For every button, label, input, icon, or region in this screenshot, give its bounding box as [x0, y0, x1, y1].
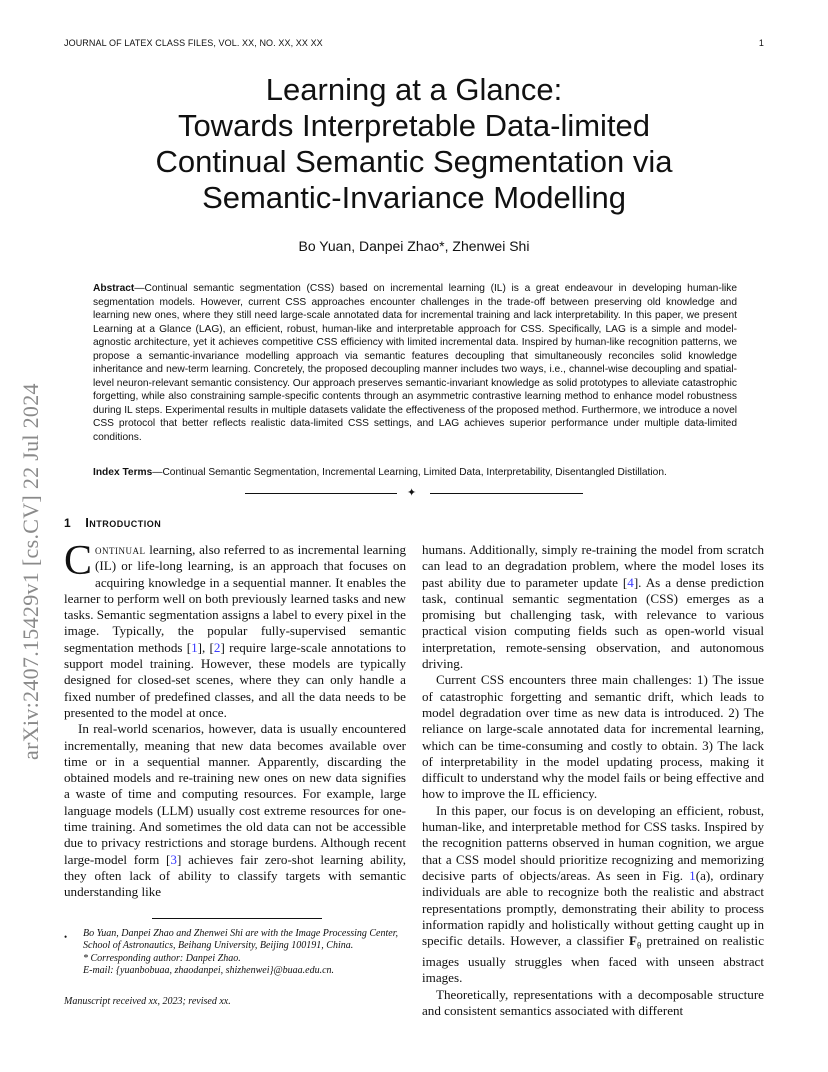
section-heading [64, 515, 161, 530]
figure-link[interactable]: 1 [689, 867, 696, 883]
paragraph-text: ] achieves fair zero-shot learning ability, they often lack of ability to classify targets with semantic understanding like [64, 851, 406, 900]
abstract-text: —Continual semantic segmentation (CSS) based on incremental learning (IL) is a great endeavour in developing human-like segmentation models. However, current CSS approaches encounter challenges in the trade-off between preserving old knowledge and learning new ones, where they still need large-scale annotated data for incremental training and lack interpretability. In this paper, we present Learning at a Glance (LAG), an efficient, robust, human-like and interpretable approach for CSS. Specifically, LAG is a simple and model-agnostic architecture, yet it achieves competitive CSS efficiency with limited incremental data. Inspired by human-like recognition patterns, we propose a semantic-invariance modelling approach via semantic features decoupling that simultaneously reconciles solid knowledge inheritance and new-term learning. Concretely, the proposed decoupling manner includes two ways, i.e., channel-wise decoupling and spatial-level neuron-relevant semantic consistency. Our approach preserves semantic-invariant knowledge as solid prototypes to alleviate catastrophic forgetting, while also constraining sample-specific contents through an asymmetric contrastive learning method to enhance model robustness during IL steps. Experimental results in multiple datasets validate the effectiveness of the proposed method. Furthermore, we introduce a novel CSS protocol that better reflects realistic data-limited CSS settings, and LAG achieves superior performance under multiple data-limited conditions. [93, 283, 737, 443]
paragraph [64, 538, 406, 721]
paragraph-text: ]. As a dense prediction task, continual semantic segmentation (CSS) emerges as a promising but challenging task, with relevance to various practical vision computing fields such as open-world visual interpretation, remote-sensing observation, and autonomous driving. [422, 574, 764, 672]
running-header [64, 38, 764, 50]
math-symbol: F [629, 933, 638, 949]
paragraph-text: learning, also referred to as incremental learning (IL) or life-long learning, is an approach that focuses on acquiring knowledge in a sequential manner. It enables the learner to perform well on both previously learned tasks and new tasks. Semantic segmentation assigns a label to every pixel in the image. Typically, the popular fully-supervised semantic segmentation methods [ [64, 542, 406, 655]
citation-link[interactable]: 1 [191, 639, 198, 655]
math-subscript: θ [637, 940, 642, 951]
drop-cap: C [64, 538, 93, 584]
section-number: 1 [64, 516, 72, 530]
separator-diamond-icon: ✦ [407, 486, 417, 499]
paper-title [90, 72, 738, 216]
citation-link[interactable]: 3 [170, 851, 177, 867]
section-title: Introduction [85, 515, 162, 530]
title-line: Continual Semantic Segmentation via [155, 144, 673, 179]
abstract-label: Abstract [93, 283, 135, 294]
paragraph-text: humans. Additionally, simply re-training the model from scratch can lead to an degradation problem, where the model loses its past ability due to parameter update [ [422, 542, 764, 590]
footnote-email[interactable]: E-mail: {yuanbobuaa, zhaodanpei, shizhenwei}@buaa.edu.cn. [83, 964, 335, 976]
footnote-affiliation: Bo Yuan, Danpei Zhao and Zhenwei Shi are with the Image Processing Center, School of Astronautics, Beihang University, Beijing 100191, China. [83, 928, 398, 952]
paragraph-text: pretrained on realistic images usually struggles when faced with unseen abstract images. [422, 933, 765, 986]
paragraph [64, 721, 406, 900]
title-line: Semantic-Invariance Modelling [202, 180, 626, 215]
abstract [93, 282, 737, 444]
paragraph-text: (a), ordinary individuals are able to recognize both the realistic and abstract representations promptly, demonstrating their ability to process information rapidly and holistically without getting caught up in specific details. However, a classifier [422, 867, 765, 949]
journal-title: JOURNAL OF LATEX CLASS FILES, VOL. XX, NO. XX, XX XX [64, 38, 323, 48]
arxiv-identifier[interactable]: arXiv:2407.15429v1 [cs.CV] 22 Jul 2024 [18, 383, 43, 760]
paragraph-text: ], [ [197, 639, 214, 655]
footnote-rule [152, 918, 322, 919]
footnote [64, 928, 409, 977]
smallcaps-lead: ontinual [95, 542, 146, 557]
footnote-bullet: • [64, 932, 68, 942]
index-terms-label: Index Terms [93, 467, 153, 478]
citation-link[interactable]: 4 [627, 574, 634, 590]
paragraph [422, 542, 764, 672]
footnote-corresponding: * Corresponding author: Danpei Zhao. [83, 952, 241, 964]
citation-link[interactable]: 2 [213, 639, 221, 655]
index-terms [93, 466, 737, 479]
paragraph-text: ] require large-scale annotations to support model training. However, these models are typically designed for closed-set scenes, where they can only handle a fixed number of predefined classes, and all the data needs to be presented to the model at once. [64, 639, 406, 720]
title-line: Towards Interpretable Data-limited [177, 108, 651, 143]
manuscript-note: Manuscript received xx, 2023; revised xx. [64, 996, 231, 1007]
index-terms-text: —Continual Semantic Segmentation, Incremental Learning, Limited Data, Interpretability, Disentangled Distillation. [152, 467, 667, 478]
page-number: 1 [758, 38, 764, 48]
right-column [422, 542, 764, 1019]
paragraph: Theoretically, representations with a decomposable structure and consistent semantics associated with different [422, 986, 764, 1018]
author-list: Bo Yuan, Danpei Zhao*, Zhenwei Shi [298, 238, 530, 254]
paragraph [422, 803, 764, 987]
paragraph-text: In real-world scenarios, however, data is usually encountered incrementally, meaning that new data becomes available over time or in a sequential manner. Apparently, discarding the obtained models and re-training new ones on new data signifies a waste of time and computing resources. For example, large language models (LLM) usually cost extreme resources for one-time training. And sometimes the old data can not be accessible due to privacy restrictions and storage burdens. Although recent large-model form [ [64, 721, 406, 867]
separator-rule-right [430, 493, 583, 494]
paragraph-text: In this paper, our focus is on developing an efficient, robust, human-like, and interpretable method for CSS tasks. Inspired by the recognition patterns observed in human cognition, we argue that a CSS model should prioritize recognizing and memorizing decisive parts of objects/areas. As seen in Fig. [422, 802, 764, 883]
title-line: Learning at a Glance: [265, 72, 563, 107]
paragraph: Current CSS encounters three main challenges: 1) The issue of catastrophic forgetting and semantic drift, which leads to model degradation over time as new data is introduced. 2) The reliance on large-scale annotated data for incremental learning, which can be time-consuming and costly to obtain. 3) The lack of interpretability in the model updating process, making it difficult to understand why the model fails or being effective and how to improve the IL efficiency. [422, 672, 764, 802]
separator-rule-left [245, 493, 397, 494]
left-column [64, 538, 406, 901]
